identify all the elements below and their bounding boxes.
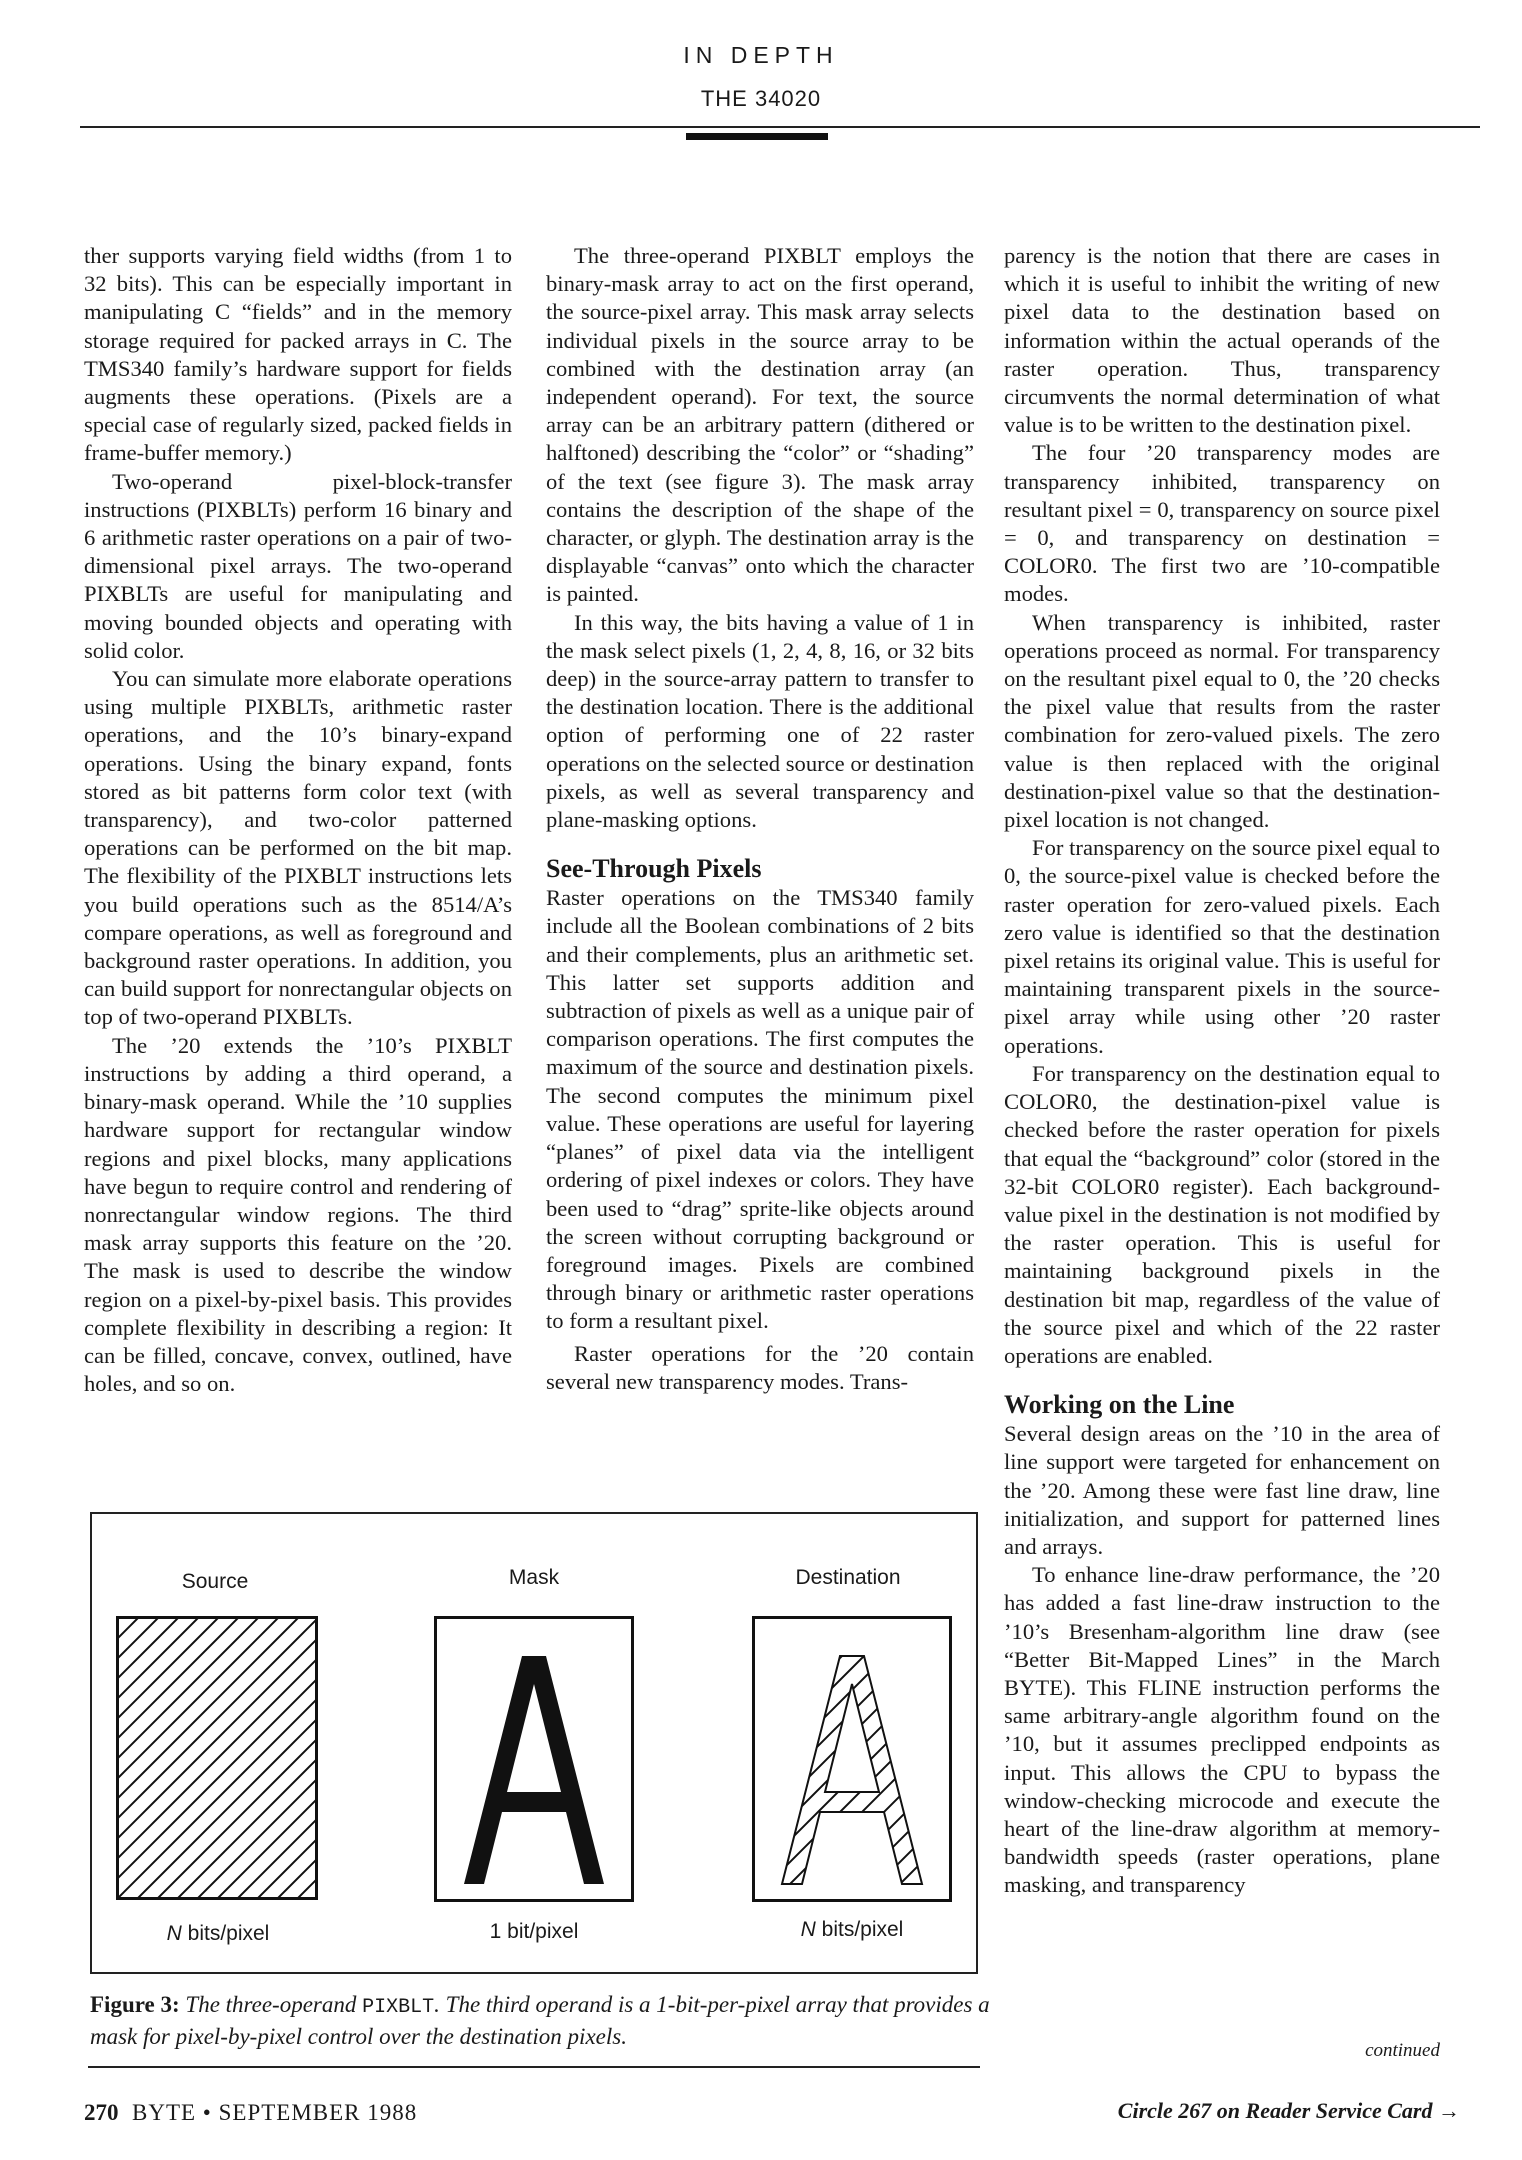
destination-bits-label: N bits/pixel (800, 1918, 904, 1941)
section-heading: See-Through Pixels (546, 854, 762, 884)
paragraph: Several design areas on the ’10 in the area of line support were targeted for enhancement on the ’20. Among these were fast line draw, line initialization, and support for patterned lines and arrays. (1004, 1421, 1440, 1559)
paragraph: The ’20 extends the ’10’s PIXBLT instructions by adding a third operand, a binary-mask operand. While the ’10 supplies hardware support for rectangular window regions and pixel blocks, many applications have begun to require control and rendering of nonrectangular window regions. The third mask array supports this feature on the ’20. The mask is used to describe the window region on a pixel-by-pixel basis. This provides complete flexibility in describing a region: It can be filled, concave, convex, outlined, have holes, and so on. (84, 1032, 512, 1397)
figure-label-source: Source (181, 1570, 249, 1593)
paragraph: In this way, the bits having a value of 1 in the mask select pixels (1, 2, 4, 8, 16, or 32 bits deep) in the source-array pattern to transfer to the destination location. There is the additional option of performing one of 22 raster operations on the selected source or destination pixels, as well as several transparency and plane-masking options. (546, 609, 974, 833)
paragraph: The three-operand PIXBLT employs the binary-mask array to act on the first operand, the source-pixel array. This mask array selects individual pixels in the source array to be combined with the destination array (an independent operand). For text, the source array can be an arbitrary pattern (dithered or halftoned) describing the “color” or “shading” of the text (see figure 3). The mask array contains the description of the shape of the character, or glyph. The destination array is the displayable “canvas” onto which the character is painted. (546, 243, 974, 607)
figure-caption: Figure 3: The three-operand PIXBLT. The third operand is a 1-bit-per-pixel array that provides a mask for pixel-by-pixel control over the destination pixels. (90, 1992, 990, 2049)
page-footer (84, 2100, 417, 2126)
paragraph: The four ’20 transparency modes are transparency inhibited, transparency on resultant pixel = 0, transparency on source pixel = 0, and transparency on destination = COLOR0. The first two are ’10-compatible modes. (1004, 440, 1440, 607)
mask-bits-label: 1 bit/pixel (489, 1920, 579, 1943)
article-topic: THE 34020 (700, 86, 822, 111)
paragraph: parency is the notion that there are cases in which it is useful to inhibit the writing of new pixel data to the destination based on information within the actual operands of the raster operation. Thus, transparency circumvents the normal determination of what value is to be written to the destination pixel. (1004, 243, 1440, 438)
source-bits-label: N bits/pixel (166, 1922, 270, 1945)
section-heading: Working on the Line (1004, 1390, 1235, 1420)
header-rule (80, 126, 1480, 128)
destination-hatched-glyph-panel (752, 1616, 952, 1902)
section-label: IN DEPTH (683, 42, 839, 68)
caption-rule (88, 2066, 980, 2068)
figure-label-destination: Destination (795, 1566, 901, 1589)
header-accent-bar (686, 133, 828, 140)
paragraph: To enhance line-draw performance, the ’20 has added a fast line-draw instruction to the ’10’s Bresenham-algorithm line draw (see “Better Bit-Mapped Lines” in the March BYTE). This FLINE instruction performs the same arbitrary-angle algorithm found on the ’10, but it assumes preclipped endpoints as input. This allows the CPU to bypass the window-checking microcode and execute the heart of the line-draw algorithm at memory-bandwidth speeds (raster operations, plane masking, and transparency (1004, 1562, 1440, 1898)
paragraph: Two-operand pixel-block-transfer instructions (PIXBLTs) perform 16 binary and 6 arithmetic raster operations on a pair of two-dimensional pixel arrays. The two-operand PIXBLTs are useful for manipulating and moving bounded objects and operating with solid color. (84, 468, 512, 663)
paragraph: When transparency is inhibited, raster operations proceed as normal. For transparency on the resultant pixel equal to 0, the ’20 checks the pixel value that results from the raster combination for zero-valued pixels. The zero value is then replaced with the original destination-pixel value so that the destination-pixel location is not changed. (1004, 609, 1440, 833)
reader-service-note: Circle 267 on Reader Service Card → (1117, 2098, 1460, 2123)
paragraph: For transparency on the source pixel equal to 0, the source-pixel value is checked before the raster operation for zero-valued pixels. Each zero value is identified so that the destination pixel retains its original value. This is useful for maintaining transparent pixels in the source-pixel array while using other ’20 raster operations. (1004, 835, 1440, 1058)
column-1 (84, 242, 512, 1398)
paragraph: Raster operations on the TMS340 family include all the Boolean combinations of 2 bits and their complements, plus an arithmetic set. This latter set supports addition and subtraction of pixels as well as a unique pair of comparison operations. The first computes the maximum of the source and destination pixels. The second computes the minimum pixel value. These operations are useful for layering “planes” of pixel data via the intelligent ordering of pixel indexes or colors. They have been used to “drag” sprite-like objects around the screen without corrupting background or foreground images. Pixels are combined through binary or arithmetic raster operations to form a resultant pixel. (546, 885, 974, 1334)
column-3 (1004, 242, 1440, 1900)
figure-label-mask: Mask (508, 1566, 560, 1589)
paragraph: Raster operations for the ’20 contain several new transparency modes. Trans- (546, 1340, 974, 1394)
continued-label: continued (1365, 2040, 1440, 2061)
column-2 (546, 242, 974, 1396)
mask-glyph-panel (434, 1616, 634, 1902)
paragraph: For transparency on the destination equal to COLOR0, the destination-pixel value is checked before the raster operation for pixels that equal the “background” color (stored in the 32-bit COLOR0 register). Each background-value pixel in the destination is not modified by the raster operation. This is useful for maintaining background pixels in the destination bit map, regardless of the value of the source pixel and which of the 22 raster operations are enabled. (1004, 1060, 1440, 1368)
page-number: 270 (84, 2100, 119, 2125)
paragraph: ther supports varying field widths (from 1 to 32 bits). This can be especially important in manipulating C “fields” and in the memory storage required for packed arrays in C. The TMS340 family’s hardware support for fields augments these operations. (Pixels are a special case of regularly sized, packed fields in frame-buffer memory.) (84, 243, 512, 466)
magazine-issue: BYTE • SEPTEMBER 1988 (132, 2100, 418, 2125)
source-hatch-panel (116, 1616, 318, 1900)
paragraph: You can simulate more elaborate operations using multiple PIXBLTs, arithmetic raster operations, and the 10’s binary-expand operations. Using the binary expand, fonts stored as bit patterns form color text (with transparency), and two-color patterned operations can be performed on the bit map. The flexibility of the PIXBLT instructions lets you build operations such as the 8514/A’s compare operations, as well as foreground and background raster operations. In addition, you can build support for nonrectangular objects on top of two-operand PIXBLTs. (84, 666, 512, 1030)
